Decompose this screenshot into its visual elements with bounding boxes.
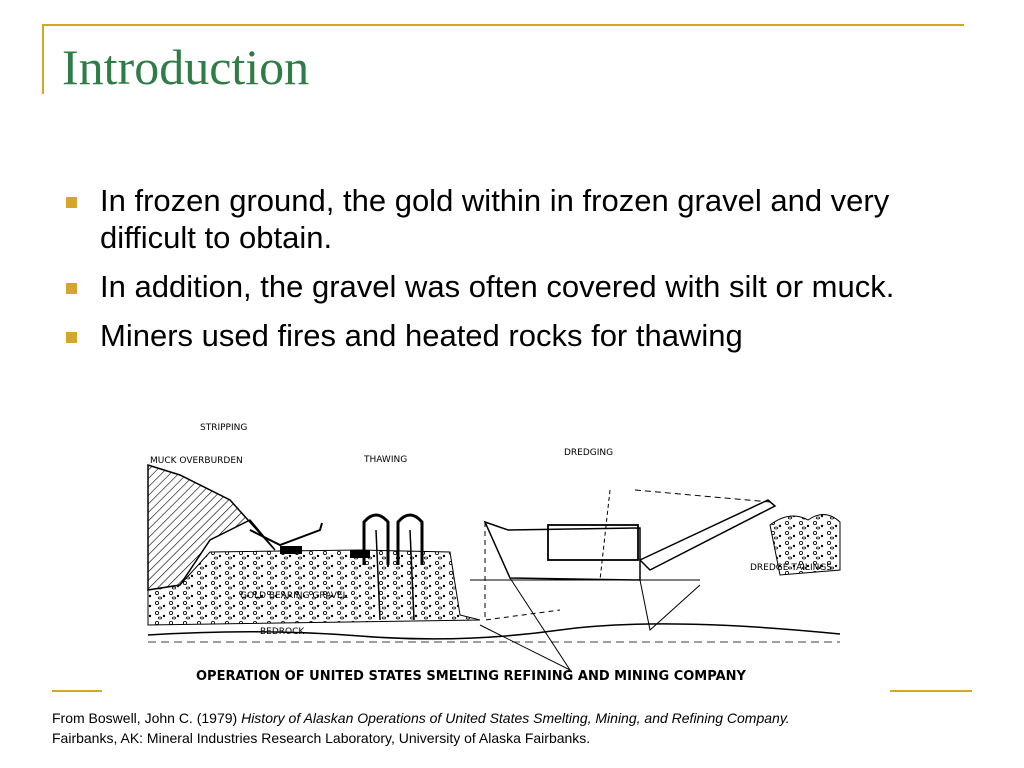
label-muck-overburden: MUCK OVERBURDEN bbox=[150, 456, 243, 466]
stripping-monitor bbox=[280, 546, 302, 554]
dredge-hull bbox=[485, 522, 640, 580]
label-thawing: THAWING bbox=[364, 455, 408, 465]
label-gold-bearing-gravel: GOLD BEARING GRAVEL bbox=[240, 591, 348, 601]
label-dredging: DREDGING bbox=[564, 448, 614, 458]
bullet-text: In frozen ground, the gold within in frozen gravel and very difficult to obtain. bbox=[100, 183, 890, 255]
diagram-banner: OPERATION OF UNITED STATES SMELTING REFINING AND MINING COMPANY bbox=[196, 669, 746, 684]
bullet-item bbox=[64, 182, 964, 256]
label-stripping: STRIPPING bbox=[200, 423, 248, 433]
slide-title: Introduction bbox=[62, 39, 310, 95]
citation-caption bbox=[52, 708, 992, 748]
citation-title: History of Alaskan Operations of United States Smelting, Mining, and Refining Company. bbox=[241, 710, 790, 726]
square-bullet-icon bbox=[66, 197, 77, 208]
stacker bbox=[640, 500, 775, 570]
square-bullet-icon bbox=[66, 332, 77, 343]
bullet-item bbox=[64, 317, 964, 354]
gold-bearing-gravel bbox=[148, 550, 480, 625]
bullet-list bbox=[64, 182, 964, 366]
bullet-text: Miners used fires and heated rocks for thawing bbox=[100, 318, 743, 353]
bullet-item bbox=[64, 268, 964, 305]
label-dredge-tailings: DREDGE TAILINGS bbox=[750, 563, 833, 573]
citation-prefix: From Boswell, John C. (1979) bbox=[52, 710, 242, 726]
bedrock-line bbox=[148, 624, 840, 639]
bullet-text: In addition, the gravel was often covered with silt or muck. bbox=[100, 269, 895, 304]
frame-left-rule bbox=[42, 24, 44, 94]
footer-rule-left bbox=[52, 690, 102, 692]
frame-top-rule bbox=[42, 24, 964, 26]
footer-rule-right bbox=[890, 690, 972, 692]
label-bedrock: BEDROCK bbox=[260, 627, 305, 637]
dredge-house bbox=[548, 525, 638, 560]
square-bullet-icon bbox=[66, 283, 77, 294]
citation-suffix: Fairbanks, AK: Mineral Industries Research Laboratory, University of Alaska Fairbanks. bbox=[52, 730, 591, 746]
mining-operation-diagram bbox=[140, 410, 860, 690]
